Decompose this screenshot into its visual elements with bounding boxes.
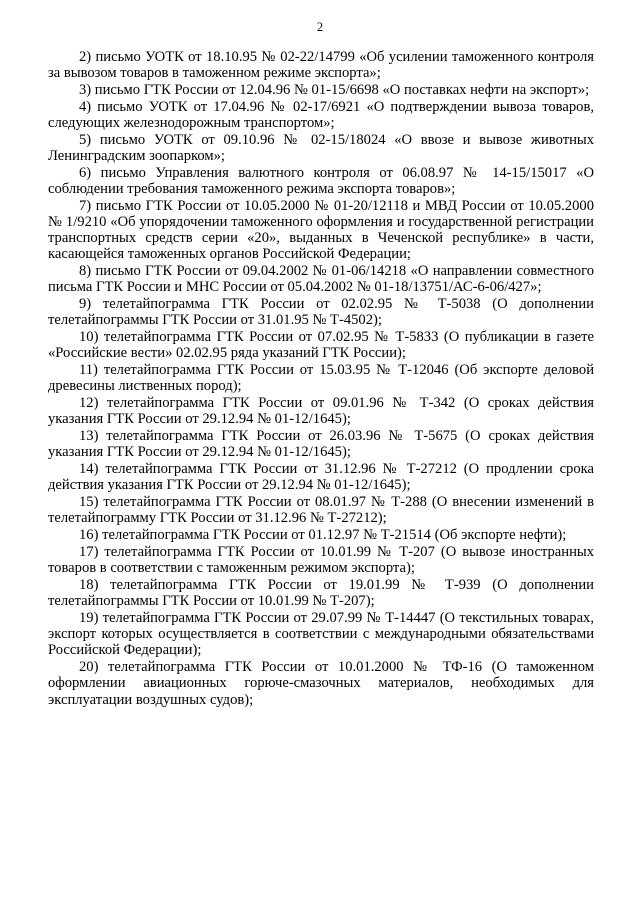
list-item: 5) письмо УОТК от 09.10.96 № 02-15/18024 «О ввозе и вывозе животных Ленинградским зоопарком»;: [48, 131, 594, 164]
list-item: 10) телетайпограмма ГТК России от 07.02.95 № Т-5833 (О публикации в газете «Российские вести» 02.02.95 ряда указаний ГТК России);: [48, 329, 594, 362]
list-item: 2) письмо УОТК от 18.10.95 № 02-22/14799 «Об усилении таможенного контроля за вывозом товаров в таможенном режиме экспорта»;: [48, 49, 594, 82]
list-item: 11) телетайпограмма ГТК России от 15.03.95 № Т-12046 (Об экспорте деловой древесины лиственных пород);: [48, 362, 594, 395]
list-item: 20) телетайпограмма ГТК России от 10.01.2000 № ТФ-16 (О таможенном оформлении авиационных горюче-смазочных материалов, необходимых для эксплуатации воздушных судов);: [48, 659, 594, 708]
list-item: 3) письмо ГТК России от 12.04.96 № 01-15/6698 «О поставках нефти на экспорт»;: [79, 82, 590, 98]
list-item: 9) телетайпограмма ГТК России от 02.02.95 № Т-5038 (О дополнении телетайпограммы ГТК России от 31.01.95 № Т-4502);: [48, 296, 594, 329]
repealed-documents-list: [48, 49, 594, 708]
list-item: 15) телетайпограмма ГТК России от 08.01.97 № Т-288 (О внесении изменений в телетайпограмму ГТК России от 31.12.96 № Т-27212);: [48, 494, 594, 527]
list-item: 8) письмо ГТК России от 09.04.2002 № 01-06/14218 «О направлении совместного письма ГТК России и МНС России от 05.04.2002 № 01-18/13751/АС-6-06/427»;: [48, 263, 594, 296]
list-item: 6) письмо Управления валютного контроля от 06.08.97 № 14-15/15017 «О соблюдении требования таможенного режима экспорта товаров»;: [48, 164, 594, 197]
list-item: 12) телетайпограмма ГТК России от 09.01.96 № Т-342 (О сроках действия указания ГТК России от 29.12.94 № 01-12/1645);: [48, 395, 594, 428]
list-item: 17) телетайпограмма ГТК России от 10.01.99 № Т-207 (О вывозе иностранных товаров в соответствии с таможенным режимом экспорта);: [48, 544, 594, 577]
list-item: 16) телетайпограмма ГТК России от 01.12.97 № Т-21514 (Об экспорте нефти);: [79, 527, 567, 544]
page-number: 2: [316, 20, 324, 34]
list-item: 13) телетайпограмма ГТК России от 26.03.96 № Т-5675 (О сроках действия указания ГТК России от 29.12.94 № 01-12/1645);: [48, 428, 594, 461]
list-item: 7) письмо ГТК России от 10.05.2000 № 01-20/12118 и МВД России от 10.05.2000 № 1/9210 «Об упорядочении таможенного оформления и государственной регистрации транспортных средств серии «20», выданных в Чеченской республике» в части, касающейся таможенных органов Российской Федерации;: [48, 197, 594, 263]
list-item: 19) телетайпограмма ГТК России от 29.07.99 № Т-14447 (О текстильных товарах, экспорт которых осуществляется в соответствии с международными обязательствами Российской Федерации);: [48, 610, 594, 659]
list-item: 14) телетайпограмма ГТК России от 31.12.96 № Т-27212 (О продлении срока действия указания ГТК России от 29.12.94 № 01-12/1645);: [48, 461, 594, 494]
list-item: 4) письмо УОТК от 17.04.96 № 02-17/6921 «О подтверждении вывоза товаров, следующих железнодорожным транспортом»;: [48, 98, 594, 131]
list-item: 18) телетайпограмма ГТК России от 19.01.99 № Т-939 (О дополнении телетайпограммы ГТК России от 10.01.99 № Т-207);: [48, 577, 594, 610]
